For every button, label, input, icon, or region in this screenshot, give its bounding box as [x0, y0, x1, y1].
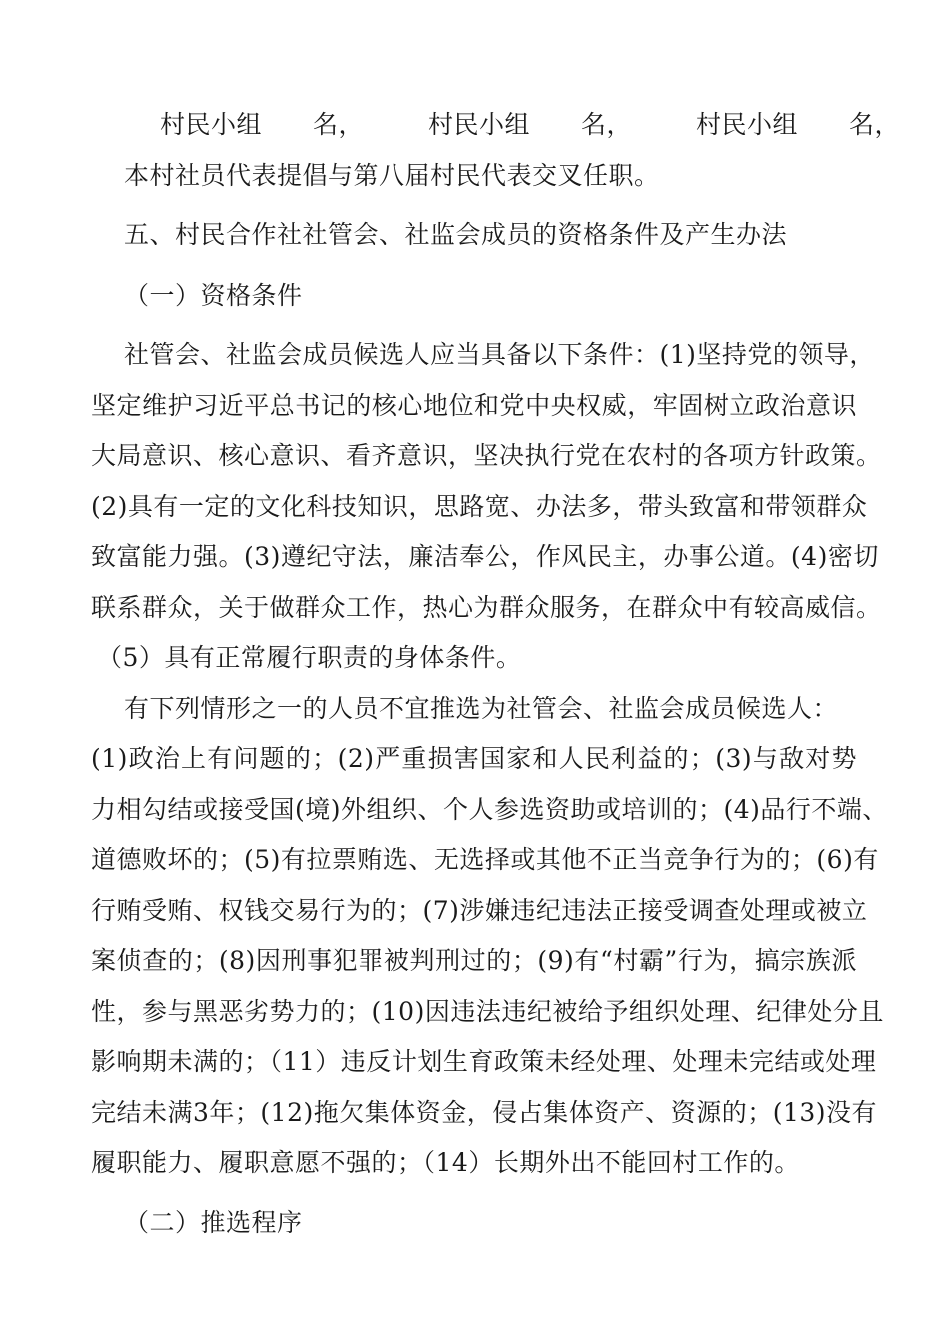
subsection-heading: （二）推选程序 — [124, 1208, 303, 1237]
text-line: 社管会、社监会成员候选人应当具备以下条件：(1)坚持党的领导， — [124, 340, 875, 369]
text-line: 致富能力强。(3)遵纪守法，廉洁奉公，作风民主，办事公道。(4)密切 — [91, 542, 879, 571]
text-line: 大局意识、核心意识、看齐意识，坚决执行党在农村的各项方针政策。 — [91, 441, 882, 470]
text-line: 本村社员代表提倡与第八届村民代表交叉任职。 — [124, 161, 660, 190]
text-line: （5）具有正常履行职责的身体条件。 — [97, 643, 522, 672]
text-line: 行贿受贿、权钱交易行为的；(7)涉嫌违纪违法正接受调查处理或被立 — [91, 896, 868, 925]
text-line: 坚定维护习近平总书记的核心地位和党中央权威，牢固树立政治意识 — [91, 391, 857, 420]
text-line: (1)政治上有问题的；(2)严重损害国家和人民利益的；(3)与敌对势 — [91, 744, 857, 773]
text-line: 力相勾结或接受国(境)外组织、个人参选资助或培训的；(4)品行不端、 — [91, 795, 888, 824]
text-line: 村民小组 名， 村民小组 名， 村民小组 名， — [160, 110, 901, 139]
text-line: 性，参与黑恶劣势力的；(10)因违法违纪被给予组织处理、纪律处分且 — [91, 997, 884, 1026]
text-line: 履职能力、履职意愿不强的；（14）长期外出不能回村工作的。 — [91, 1148, 800, 1177]
text-line: 联系群众，关于做群众工作，热心为群众服务，在群众中有较高威信。 — [91, 593, 882, 622]
text-line: 案侦查的；(8)因刑事犯罪被判刑过的；(9)有“村霸”行为，搞宗族派 — [91, 946, 857, 975]
text-line: 有下列情形之一的人员不宜推选为社管会、社监会成员候选人： — [124, 694, 839, 723]
text-line: (2)具有一定的文化科技知识，思路宽、办法多，带头致富和带领群众 — [91, 492, 868, 521]
text-line: 道德败坏的；(5)有拉票贿选、无选择或其他不正当竞争行为的；(6)有 — [91, 845, 879, 874]
text-line: 完结未满3年；(12)拖欠集体资金，侵占集体资产、资源的；(13)没有 — [91, 1098, 878, 1127]
text-line: 影响期未满的；（11）违反计划生育政策未经处理、处理未完结或处理 — [91, 1047, 877, 1076]
section-heading: 五、村民合作社社管会、社监会成员的资格条件及产生办法 — [124, 220, 788, 249]
subsection-heading: （一）资格条件 — [124, 281, 303, 310]
